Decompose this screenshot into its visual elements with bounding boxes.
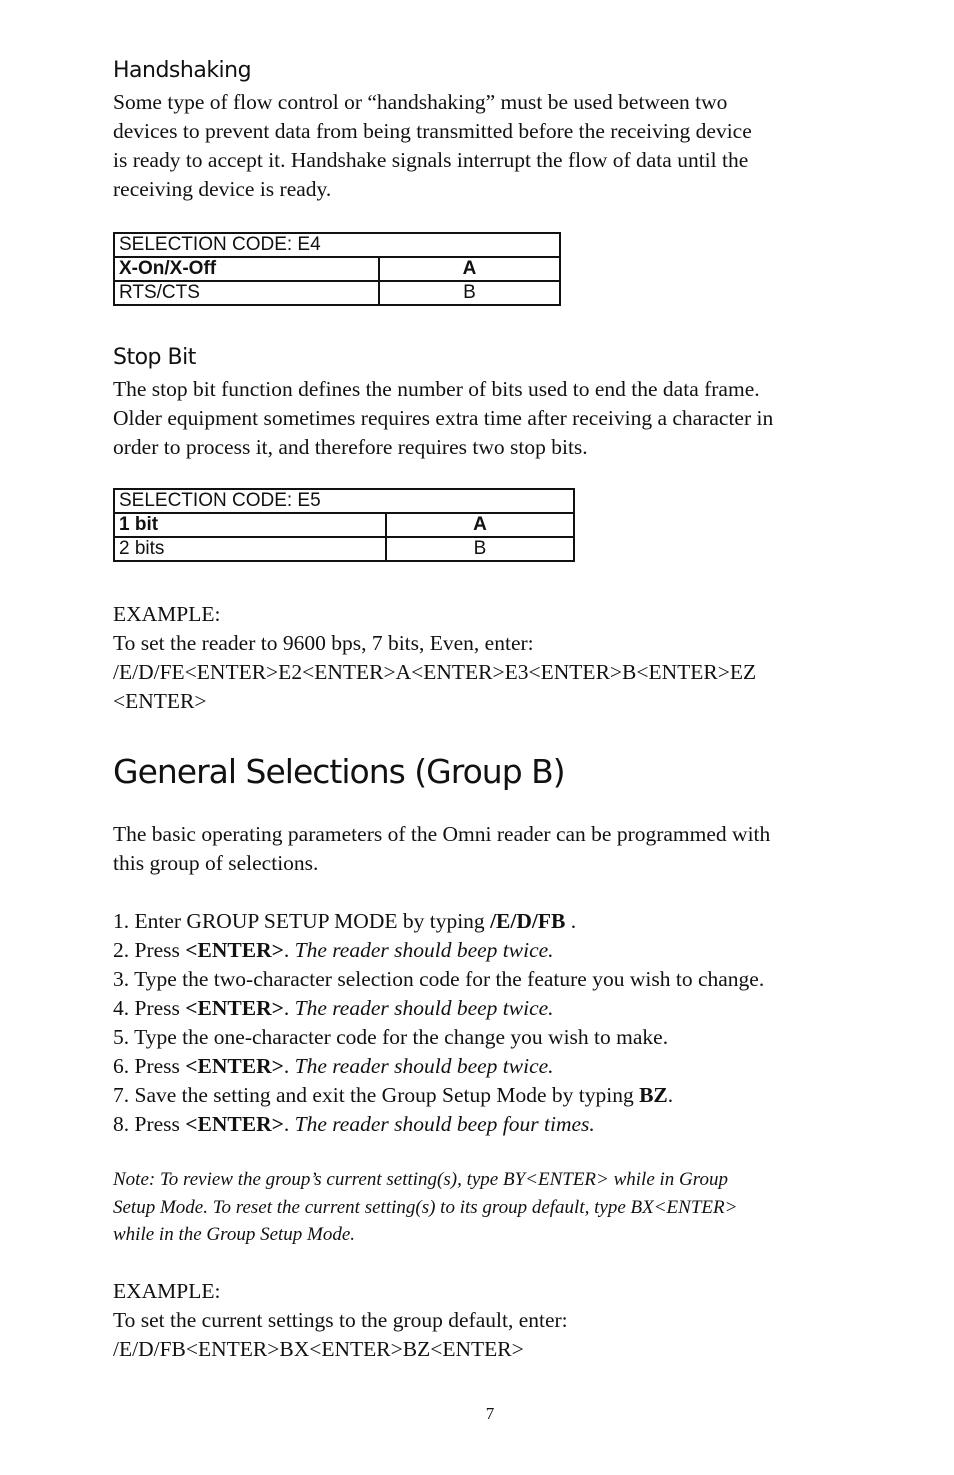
general-selections-heading: General Selections (Group B) xyxy=(113,752,565,791)
example-label: EXAMPLE: xyxy=(113,602,221,626)
text-line: Some type of flow control or “handshaking” must be used between two xyxy=(113,90,728,114)
option-code: A xyxy=(379,257,560,281)
text-line: while in the Group Setup Mode. xyxy=(113,1224,356,1245)
option-code: B xyxy=(379,281,560,305)
handshaking-paragraph xyxy=(113,88,873,204)
example-1 xyxy=(113,600,873,716)
example-2 xyxy=(113,1277,873,1364)
text-line: is ready to accept it. Handshake signals interrupt the flow of data until the xyxy=(113,148,749,172)
list-item: 5. Type the one-character code for the change you wish to make. xyxy=(113,1025,669,1049)
table-row xyxy=(114,257,560,281)
list-item: 6. Press <ENTER>. The reader should beep twice. xyxy=(113,1054,554,1078)
list-item: 2. Press <ENTER>. The reader should beep twice. xyxy=(113,938,554,962)
text-line: /E/D/FB<ENTER>BX<ENTER>BZ<ENTER> xyxy=(113,1337,524,1361)
selection-table-e5 xyxy=(113,488,575,562)
table-title: SELECTION CODE: E4 xyxy=(114,233,560,257)
text-line: To set the reader to 9600 bps, 7 bits, Even, enter: xyxy=(113,631,534,655)
text-line: /E/D/FE<ENTER>E2<ENTER>A<ENTER>E3<ENTER>B<ENTER>EZ xyxy=(113,660,757,684)
example-label: EXAMPLE: xyxy=(113,1279,221,1303)
setup-steps-list xyxy=(113,907,873,1139)
list-item: 8. Press <ENTER>. The reader should beep four times. xyxy=(113,1112,595,1136)
table-title: SELECTION CODE: E5 xyxy=(114,489,574,513)
list-item: 4. Press <ENTER>. The reader should beep twice. xyxy=(113,996,554,1020)
text-line: receiving device is ready. xyxy=(113,177,332,201)
text-line: this group of selections. xyxy=(113,851,319,875)
option-label: RTS/CTS xyxy=(114,281,379,305)
group-setup-note xyxy=(113,1166,873,1249)
option-code: B xyxy=(386,537,574,561)
text-line: The basic operating parameters of the Omni reader can be programmed with xyxy=(113,822,771,846)
text-line: <ENTER> xyxy=(113,689,207,713)
stop-bit-heading: Stop Bit xyxy=(113,345,196,370)
list-item: 1. Enter GROUP SETUP MODE by typing /E/D/FB . xyxy=(113,909,577,933)
list-item: 3. Type the two-character selection code for the feature you wish to change. xyxy=(113,967,765,991)
text-line: Setup Mode. To reset the current setting(s) to its group default, type BX<ENTER> xyxy=(113,1196,738,1218)
text-line: Note: To review the group’s current setting(s), type BY<ENTER> while in Group xyxy=(113,1169,728,1190)
stop-bit-paragraph xyxy=(113,375,873,462)
table-row xyxy=(114,513,574,537)
text-line: Older equipment sometimes requires extra time after receiving a character in xyxy=(113,406,774,430)
text-line: The stop bit function defines the number of bits used to end the data frame. xyxy=(113,377,760,401)
option-label: X-On/X-Off xyxy=(114,257,379,281)
page-number: 7 xyxy=(485,1404,495,1423)
text-line: To set the current settings to the group default, enter: xyxy=(113,1308,568,1332)
table-row xyxy=(114,281,560,305)
selection-table-e4 xyxy=(113,232,561,306)
text-line: order to process it, and therefore requires two stop bits. xyxy=(113,435,588,459)
option-label: 1 bit xyxy=(114,513,386,537)
table-row xyxy=(114,537,574,561)
option-code: A xyxy=(386,513,574,537)
text-line: devices to prevent data from being transmitted before the receiving device xyxy=(113,119,752,143)
list-item: 7. Save the setting and exit the Group Setup Mode by typing BZ. xyxy=(113,1083,674,1107)
handshaking-heading: Handshaking xyxy=(113,58,252,83)
option-label: 2 bits xyxy=(114,537,386,561)
general-intro xyxy=(113,820,873,878)
